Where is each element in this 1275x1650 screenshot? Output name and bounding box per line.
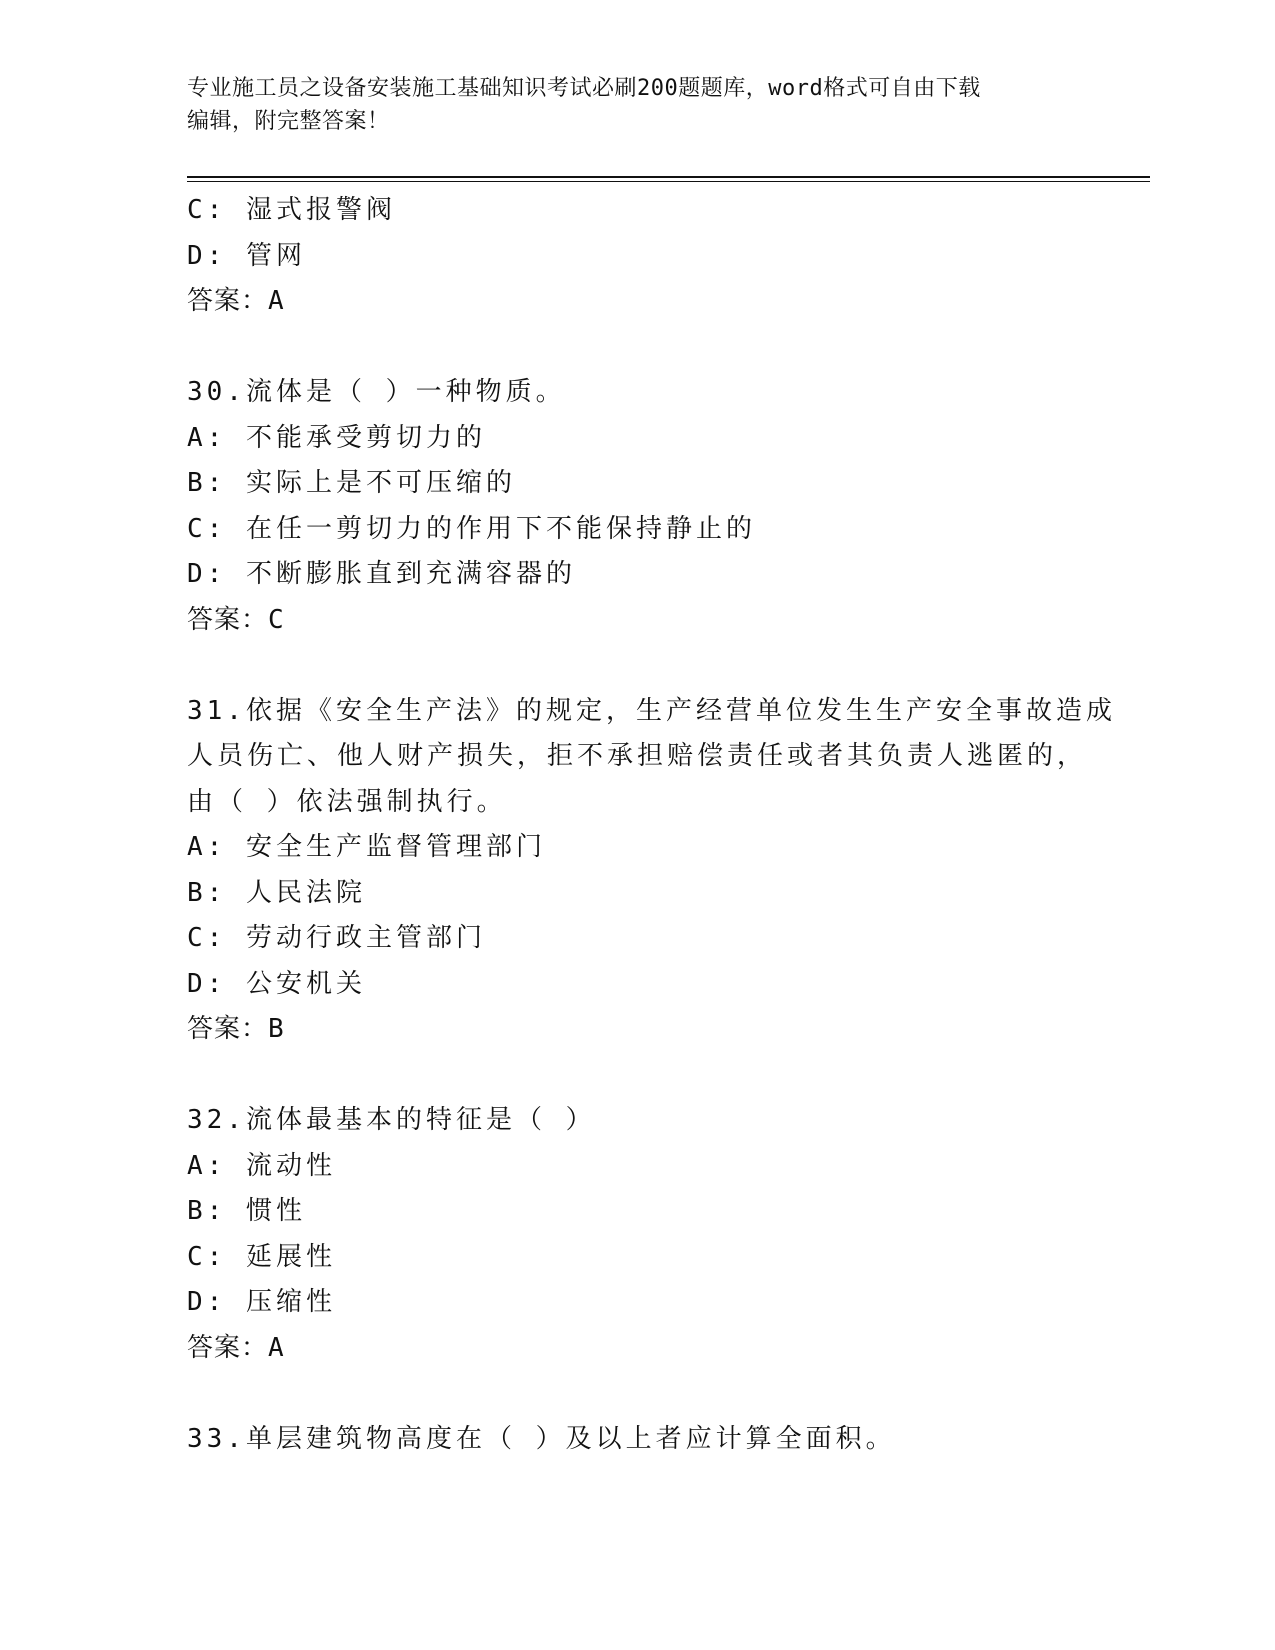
option-b: B: 惯性 (187, 1196, 306, 1226)
option-c: C: 在任一剪切力的作用下不能保持静止的 (187, 513, 756, 544)
spacer (187, 1053, 1087, 1099)
option-c: C: 劳动行政主管部门 (187, 923, 486, 953)
question-text: 人员伤亡、他人财产损失，拒不承担赔偿责任或者其负责人逃匿的， (187, 741, 1088, 771)
question-text: 31.依据《安全生产法》的规定，生产经营单位发生生产安全事故造成 (187, 695, 1116, 726)
question-block (187, 1098, 1087, 1371)
option-d: D: 管网 (187, 240, 306, 271)
header-line-1: 专业施工员之设备安装施工基础知识考试必刷200题题库，word格式可自由下载 (187, 76, 981, 101)
header-divider (187, 176, 1150, 182)
spacer (187, 643, 1087, 689)
option-c: C: 延展性 (187, 1241, 336, 1272)
option-d: D: 不断膨胀直到充满容器的 (187, 559, 576, 589)
question-block (187, 188, 1087, 325)
document-header (187, 72, 1087, 138)
option-a: A: 安全生产监督管理部门 (187, 832, 546, 862)
question-block (187, 370, 1087, 643)
option-b: B: 人民法院 (187, 877, 366, 908)
question-text: 32.流体最基本的特征是（ ） (187, 1105, 596, 1135)
option-d: D: 压缩性 (187, 1287, 336, 1317)
option-a: A: 流动性 (187, 1150, 336, 1181)
option-d: D: 公安机关 (187, 968, 366, 999)
question-text: 由（ ）依法强制执行。 (187, 786, 507, 817)
header-line-2: 编辑，附完整答案！ (187, 109, 390, 134)
answer-line: 答案：A (187, 286, 285, 316)
question-block (187, 1417, 1087, 1463)
answer-line: 答案：B (187, 1014, 285, 1044)
option-b: B: 实际上是不可压缩的 (187, 468, 516, 498)
question-block (187, 689, 1116, 1053)
option-c: C: 湿式报警阀 (187, 195, 396, 225)
option-a: A: 不能承受剪切力的 (187, 422, 486, 453)
answer-line: 答案：C (187, 604, 285, 635)
spacer (187, 1371, 1087, 1417)
spacer (187, 325, 1087, 371)
question-list (187, 188, 1116, 1462)
answer-line: 答案：A (187, 1332, 285, 1363)
question-text: 30.流体是（ ）一种物质。 (187, 377, 566, 407)
question-text: 33.单层建筑物高度在（ ）及以上者应计算全面积。 (187, 1423, 896, 1454)
